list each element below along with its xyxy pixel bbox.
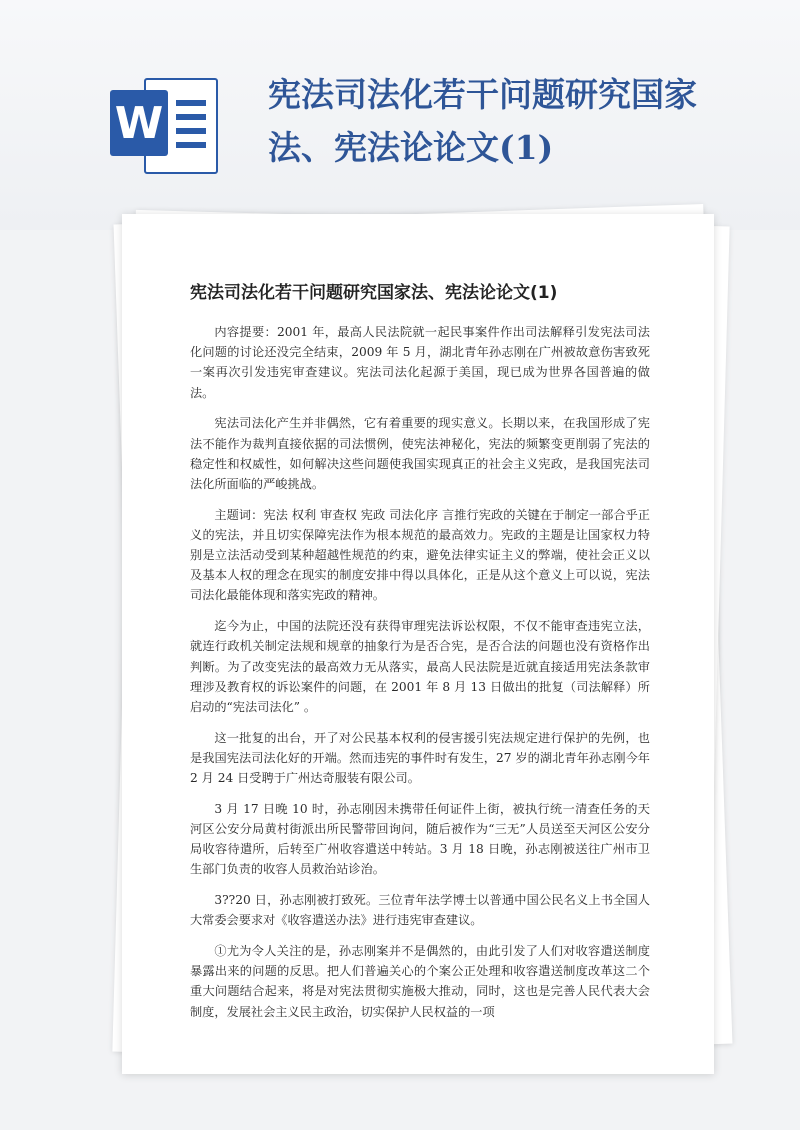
paragraph: 3 月 17 日晚 10 时，孙志刚因未携带任何证件上街，被执行统一清查任务的天河区公安分局黄村街派出所民警带回询问，随后被作为“三无”人员送至天河区公安分局收容待遣所，后转至广州收容遣送中转站。3 月 18 日晚，孙志刚被送往广州市卫生部门负责的收容人员救治站诊治。 <box>190 801 650 877</box>
word-letter-badge: W <box>110 90 168 156</box>
document-body <box>190 322 650 1032</box>
paragraph: 3??20 日，孙志刚被打致死。三位青年法学博士以普通中国公民名义上书全国人大常委会要求对《收容遣送办法》进行违宪审查建议。 <box>190 893 650 928</box>
icon-line <box>176 114 206 120</box>
paragraph: ①尤为令人关注的是，孙志刚案并不是偶然的，由此引发了人们对收容遣送制度暴露出来的问题的反思。把人们普遍关心的个案公正处理和收容遣送制度改革这二个重大问题结合起来，将是对宪法贯彻实施极大推动，同时，这也是完善人民代表大会制度，发展社会主义民主政治，切实保护人民权益的一项 <box>190 943 650 1019</box>
document-page <box>122 214 714 1074</box>
paragraph: 宪法司法化产生并非偶然，它有着重要的现实意义。长期以来，在我国形成了宪法不能作为裁判直接依据的司法惯例，使宪法神秘化，宪法的频繁变更削弱了宪法的稳定性和权威性，如何解决这些问题使我国实现真正的社会主义宪政，是我国宪法司法化所面临的严峻挑战。 <box>190 416 650 491</box>
paragraph: 这一批复的出台，开了对公民基本权利的侵害援引宪法规定进行保护的先例，也是我国宪法司法化好的开端。然而违宪的事件时有发生，27 岁的湖北青年孙志刚今年 2 月 24 日受聘于广州达奇服装有限公司。 <box>190 730 650 786</box>
paragraph: 内容提要：2001 年，最高人民法院就一起民事案件作出司法解释引发宪法司法化问题的讨论还没完全结束，2009 年 5 月，湖北青年孙志刚在广州被故意伤害致死一案再次引发违宪审查建议。宪法司法化起源于美国，现已成为世界各国普遍的做法。 <box>190 325 650 400</box>
page-title-line1: 宪法司法化若干问题研究国家 <box>268 75 697 114</box>
page-title <box>268 68 768 174</box>
document-title: 宪法司法化若干问题研究国家法、宪法论论文(1) <box>190 283 558 303</box>
icon-line <box>176 128 206 134</box>
page-title-line2: 法、宪法论论文(1) <box>268 128 554 167</box>
word-document-icon <box>110 78 218 178</box>
icon-line <box>176 100 206 106</box>
paragraph: 主题词：宪法 权利 审查权 宪政 司法化序 言推行宪政的关键在于制定一部合乎正义的宪法，并且切实保障宪法作为根本规范的最高效力。宪政的主题是让国家权力特别是立法活动受到某种超越性规范的约束，避免法律实证主义的弊端，使社会正义以及基本人权的理念在现实的制度安排中得以具体化，正是从这个意义上可以说，宪法司法化最能体现和落实宪政的精神。 <box>190 507 650 603</box>
paragraph: 迄今为止，中国的法院还没有获得审理宪法诉讼权限，不仅不能审查违宪立法，就连行政机关制定法规和规章的抽象行为是否合宪，是否合法的问题也没有资格作出判断。为了改变宪法的最高效力无从落实，最高人民法院是近就直接适用宪法条款审理涉及教育权的诉讼案件的问题，在 2001 年 8 月 13 日做出的批复（司法解释）所启动的“宪法司法化” 。 <box>190 619 650 714</box>
icon-line <box>176 142 206 148</box>
